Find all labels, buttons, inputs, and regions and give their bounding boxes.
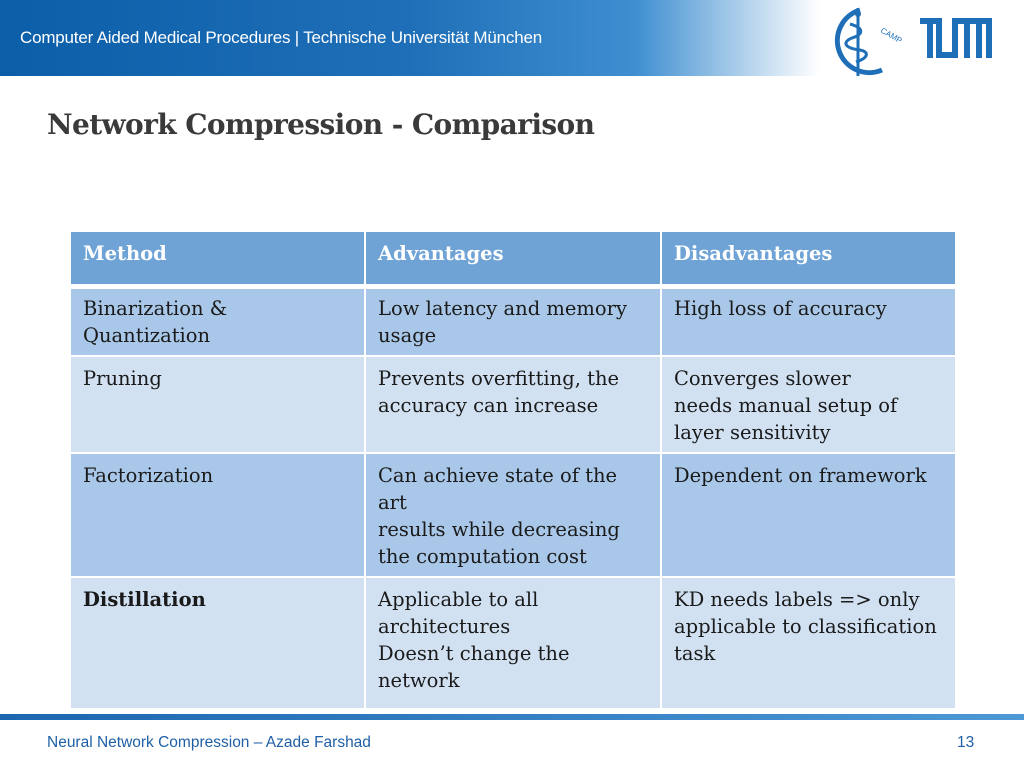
cell-line: Low latency and memory	[378, 297, 627, 320]
table-row	[70, 453, 956, 577]
cell-line: High loss of accuracy	[674, 297, 887, 320]
disadvantages-cell	[661, 287, 956, 357]
disadvantages-cell	[661, 356, 956, 453]
page-number: 13	[957, 734, 975, 751]
disadvantages-cell	[661, 577, 956, 709]
cell-line: accuracy can increase	[378, 394, 599, 417]
advantages-cell	[365, 577, 661, 709]
advantages-cell	[365, 356, 661, 453]
cell-line: the computation cost	[378, 545, 587, 568]
cell-line: Can achieve state of the art	[378, 464, 618, 514]
tum-logo-icon	[920, 18, 992, 60]
cell-line: Doesn’t change the network	[378, 642, 570, 692]
footer-divider	[0, 714, 1024, 720]
camp-logo-icon	[820, 4, 904, 82]
cell-line: Binarization &	[83, 297, 228, 320]
comparison-table-container	[69, 230, 955, 710]
cell-line: layer sensitivity	[674, 421, 831, 444]
column-header-method: Method	[70, 231, 365, 287]
table-row	[70, 356, 956, 453]
cell-line: KD needs labels => only	[674, 588, 920, 611]
cell-line: results while decreasing	[378, 518, 620, 541]
cell-line: Dependent on framework	[674, 464, 927, 487]
column-header-disadvantages: Disadvantages	[661, 231, 956, 287]
cell-line: Converges slower	[674, 367, 851, 390]
cell-line: Quantization	[83, 324, 211, 347]
method-cell	[70, 453, 365, 577]
table-row	[70, 577, 956, 709]
cell-line: usage	[378, 324, 437, 347]
method-cell	[70, 356, 365, 453]
advantages-cell	[365, 453, 661, 577]
table-row	[70, 287, 956, 357]
advantages-cell	[365, 287, 661, 357]
cell-line: needs manual setup of	[674, 394, 898, 417]
method-cell	[70, 287, 365, 357]
cell-line: Distillation	[83, 588, 206, 611]
column-header-advantages: Advantages	[365, 231, 661, 287]
cell-line: Pruning	[83, 367, 162, 390]
cell-line: Applicable to all	[378, 588, 539, 611]
disadvantages-cell	[661, 453, 956, 577]
cell-line: task	[674, 642, 716, 665]
cell-line: Factorization	[83, 464, 214, 487]
institution-title: Computer Aided Medical Procedures | Technische Universität München	[20, 28, 542, 47]
cell-line: applicable to classification	[674, 615, 937, 638]
method-cell	[70, 577, 365, 709]
table-header-row	[70, 231, 956, 287]
camp-logo-label: CAMP	[879, 25, 904, 46]
footer-caption: Neural Network Compression – Azade Farshad	[47, 734, 371, 751]
cell-line: architectures	[378, 615, 511, 638]
cell-line: Prevents overfitting, the	[378, 367, 620, 390]
slide-title: Network Compression - Comparison	[47, 108, 595, 141]
comparison-table	[69, 230, 957, 710]
